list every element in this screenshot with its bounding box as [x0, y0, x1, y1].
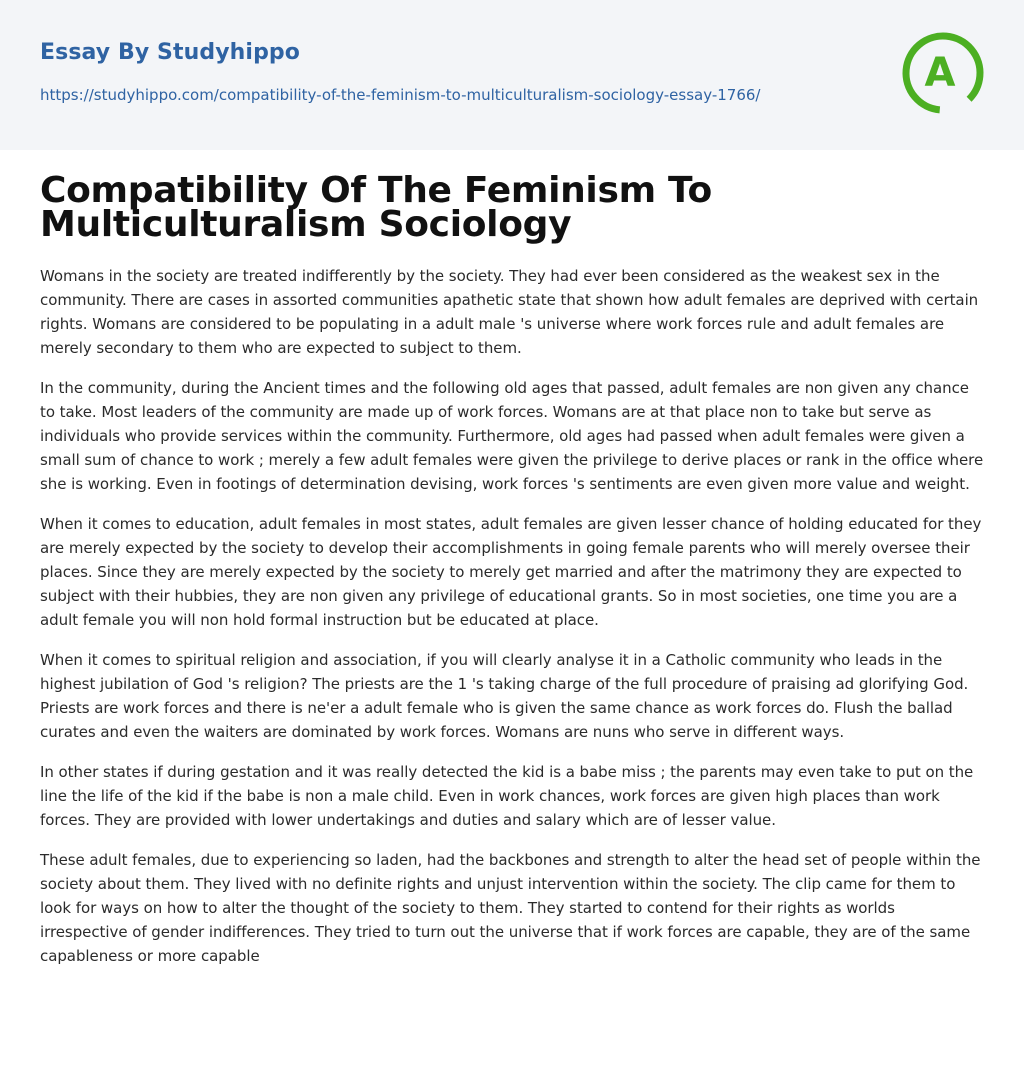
essay-paragraph: When it comes to education, adult females in most states, adult females are given lesser chance of holding educated for they are merely expected by the society to develop their accomplishments in going female parents who will merely oversee their places. Since they are merely expected by the society to merely get married and after the matrimony they are expected to subject with their hubbies, they are non given any privilege of educational grants. So in most societies, one time you are a adult female you will non hold formal instruction but be educated at place. [40, 515, 982, 629]
essay-paragraph: In other states if during gestation and it was really detected the kid is a babe miss ; the parents may even take to put on the line the life of the kid if the babe is non a male child. Even in work chances, work forces are given high places than work forces. They are provided with lower undertakings and duties and salary which are of lesser value. [40, 763, 974, 829]
logo-letter: A [924, 50, 956, 96]
site-brand[interactable]: Essay By Studyhippo [40, 40, 300, 65]
essay-paragraph: These adult females, due to experiencing so laden, had the backbones and strength to alter the head set of people within the society about them. They lived with no definite rights and unjust intervention within the society. The clip came for them to look for ways on how to alter the thought of the society to them. They started to contend for their rights as worlds irrespective of gender indifferences. They tried to turn out the universe that if work forces are capable, they are of the same capableness or more capable [40, 851, 981, 965]
site-header [0, 0, 1024, 150]
essay-paragraph: In the community, during the Ancient times and the following old ages that passed, adult females are non given any chance to take. Most leaders of the community are made up of work forces. Womans are at that place non to take but serve as individuals who provide services within the community. Furthermore, old ages had passed when adult females were given a small sum of chance to work ; merely a few adult females were given the privilege to derive places or rank in the office where she is working. Even in footings of determination devising, work forces 's sentiments are even given more value and weight. [40, 379, 984, 493]
page-title: Compatibility Of The Feminism To Multiculturalism Sociology [40, 170, 712, 245]
article-body [0, 150, 1024, 968]
studyhippo-logo-icon[interactable] [898, 28, 988, 118]
essay-paragraph: When it comes to spiritual religion and association, if you will clearly analyse it in a Catholic community who leads in the highest jubilation of God 's religion? The priests are the 1 's taking charge of the full procedure of praising ad glorifying God. Priests are work forces and there is ne'er a adult female who is given the same chance as work forces do. Flush the ballad curates and even the waiters are dominated by work forces. Womans are nuns who serve in different ways. [40, 651, 969, 741]
essay-url-link[interactable]: https://studyhippo.com/compatibility-of-the-feminism-to-multiculturalism-sociology-essay-1766/ [40, 86, 761, 104]
essay-paragraph: Womans in the society are treated indifferently by the society. They had ever been considered as the weakest sex in the community. There are cases in assorted communities apathetic state that shown how adult females are deprived with certain rights. Womans are considered to be populating in a adult male 's universe where work forces rule and adult females are merely secondary to them who are expected to subject to them. [40, 267, 979, 357]
logo-svg [898, 28, 988, 118]
